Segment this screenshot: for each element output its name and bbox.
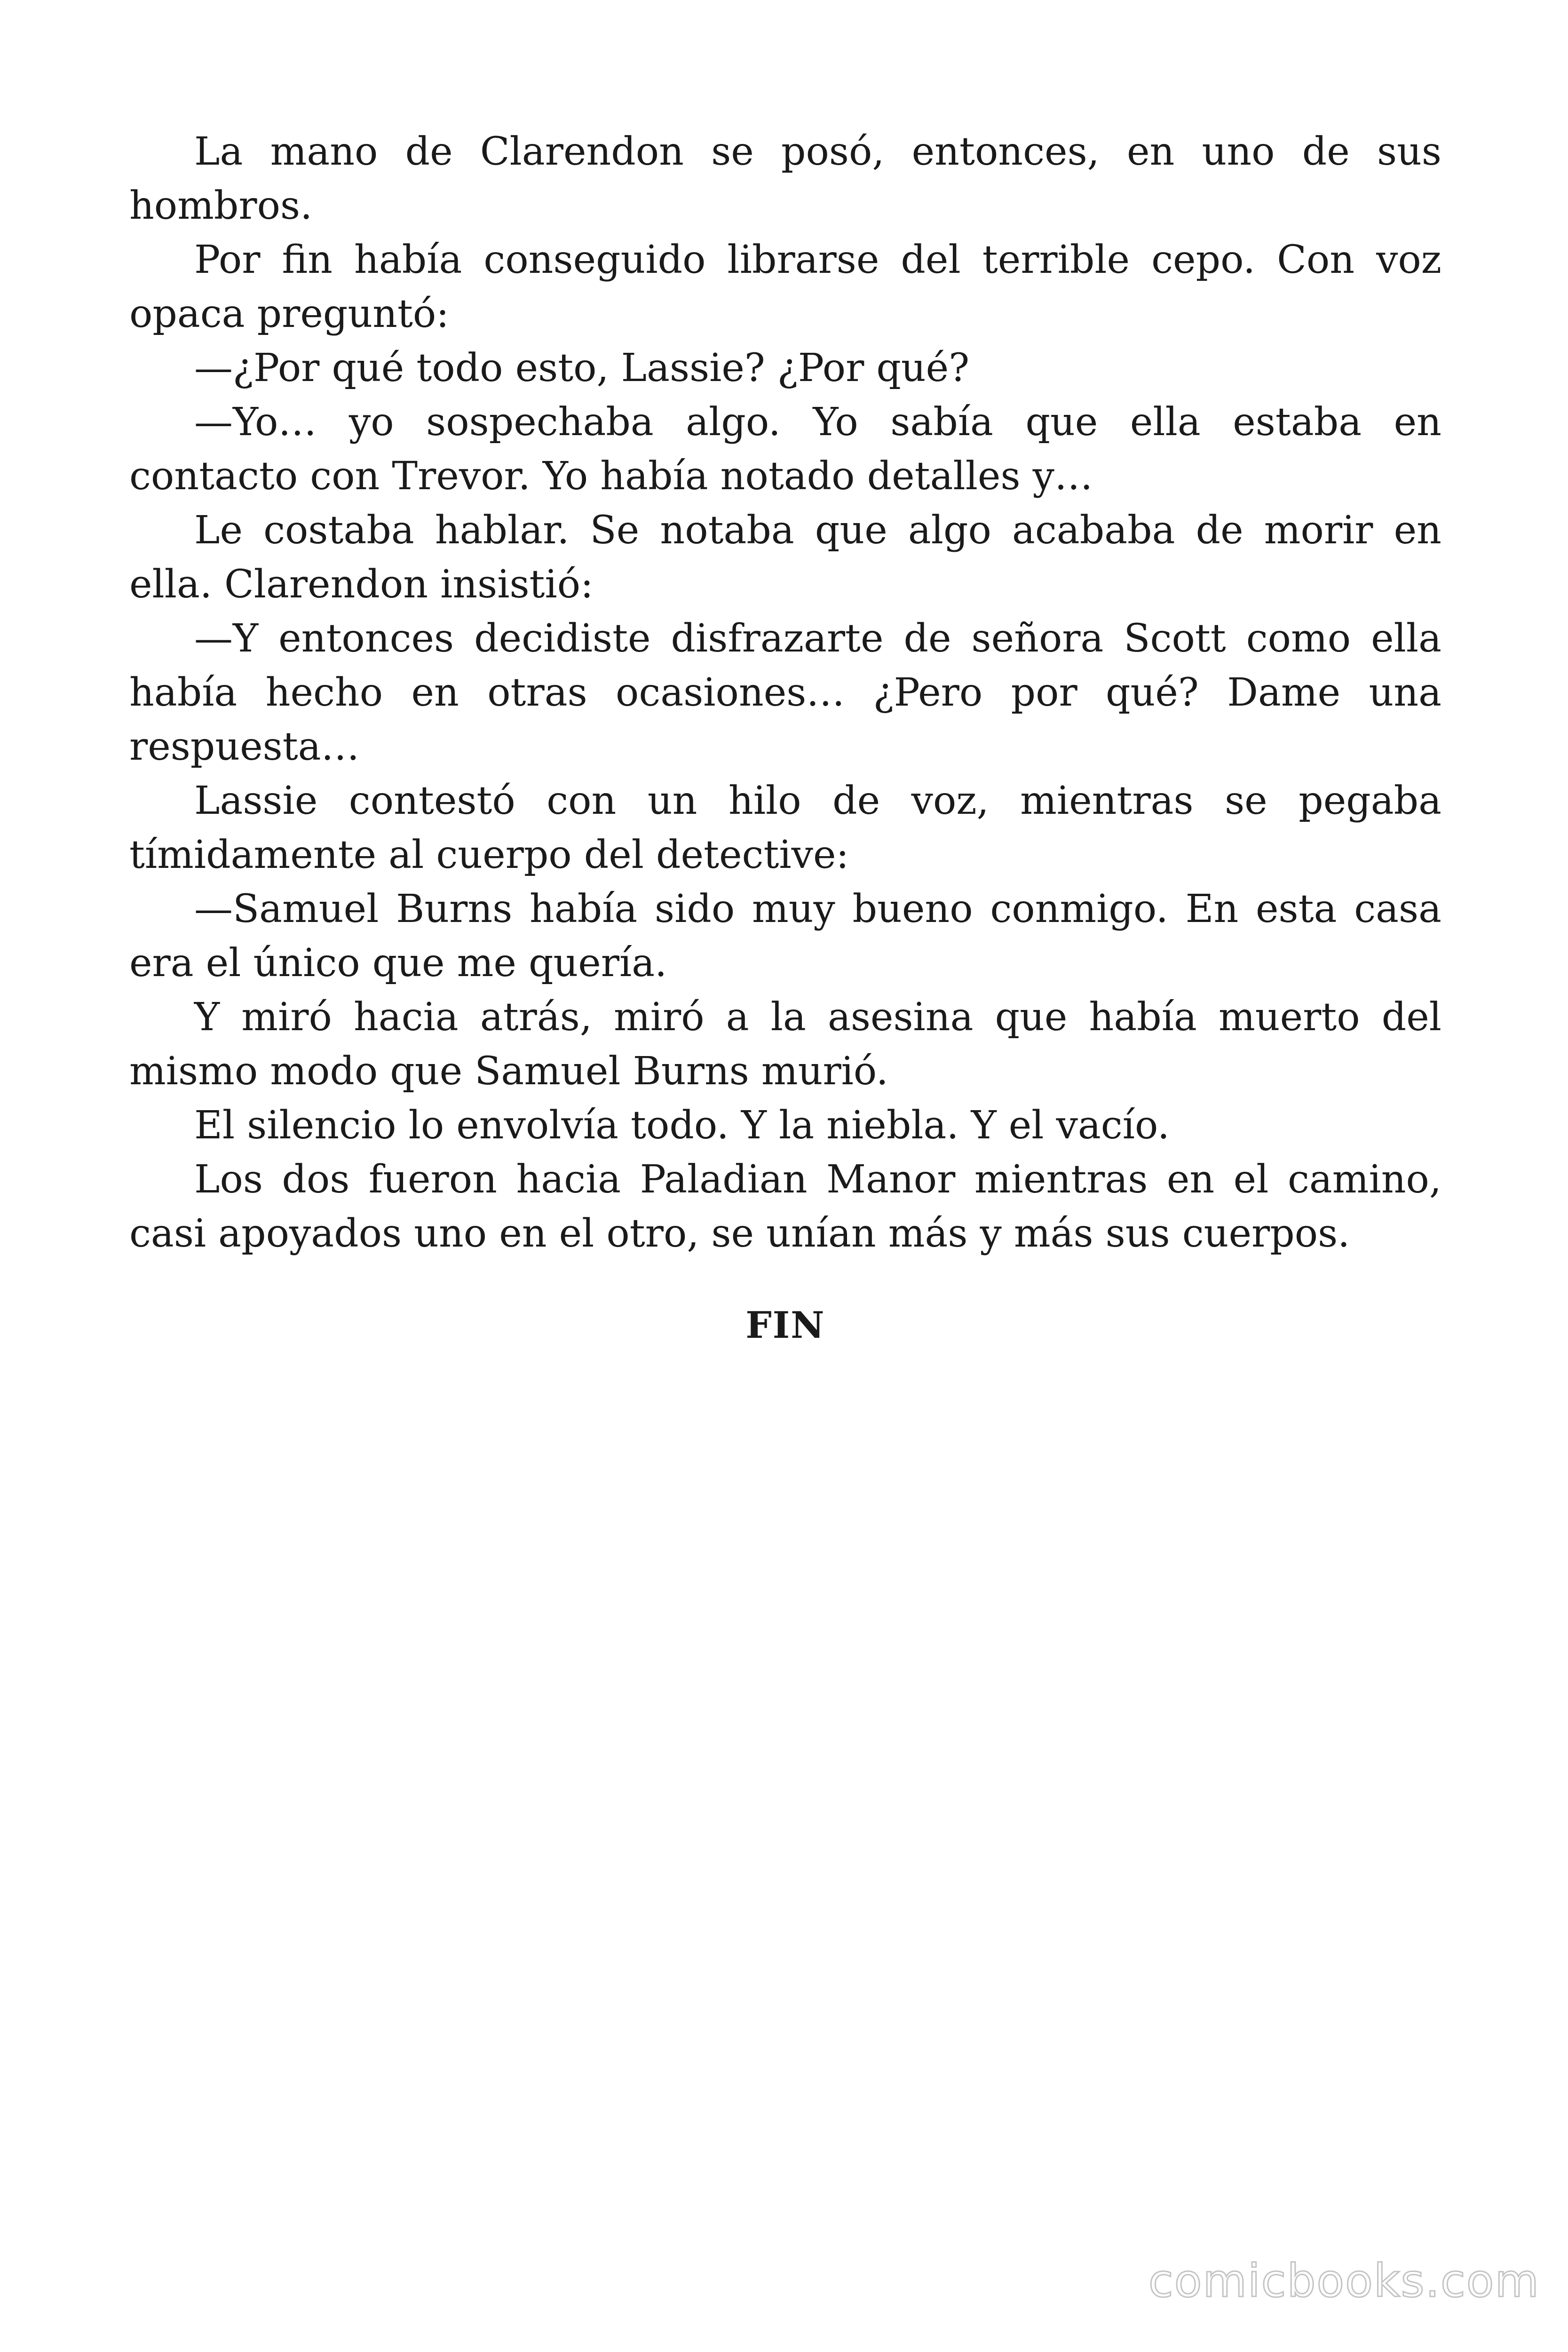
paragraph: Los dos fueron hacia Paladian Manor mientras en el camino, casi apoyados uno en el otro, se unían más y más sus cuerpos. (129, 1157, 1441, 1256)
paragraph: —Yo… yo sospechaba algo. Yo sabía que ella estaba en contacto con Trevor. Yo había notado detalles y… (129, 400, 1441, 499)
paragraph: Le costaba hablar. Se notaba que algo acababa de morir en ella. Clarendon insistió: (129, 508, 1441, 607)
page-body (129, 125, 1441, 1352)
paragraph: Y miró hacia atrás, miró a la asesina que había muerto del mismo modo que Samuel Burns murió. (129, 995, 1441, 1094)
watermark: comicbooks.com (1148, 2255, 1540, 2307)
paragraph: —¿Por qué todo esto, Lassie? ¿Por qué? (194, 346, 970, 390)
end-mark: FIN (745, 1304, 825, 1347)
paragraph: La mano de Clarendon se posó, entonces, en uno de sus hombros. (129, 129, 1441, 228)
paragraph: —Y entonces decidiste disfrazarte de señora Scott como ella había hecho en otras ocasiones… ¿Pero por qué? Dame una respuesta… (129, 616, 1441, 769)
paragraph: Lassie contestó con un hilo de voz, mientras se pegaba tímidamente al cuerpo del detective: (129, 779, 1441, 877)
paragraph: El silencio lo envolvía todo. Y la niebla. Y el vacío. (194, 1103, 1170, 1148)
paragraph: Por fin había conseguido librarse del terrible cepo. Con voz opaca preguntó: (129, 238, 1441, 336)
paragraph: —Samuel Burns había sido muy bueno conmigo. En esta casa era el único que me quería. (129, 887, 1441, 985)
